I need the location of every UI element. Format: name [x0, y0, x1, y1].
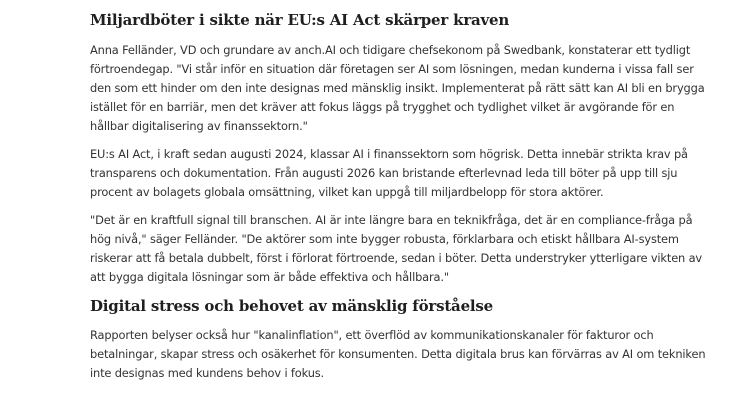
section-heading-digital-stress: Digital stress och behovet av mänsklig förståelse	[90, 297, 493, 315]
section-heading-fines: Miljardböter i sikte när EU:s AI Act skärper kraven	[90, 11, 510, 29]
article-body	[90, 0, 710, 392]
paragraph-trust-gap: Anna Felländer, VD och grundare av anch.AI och tidigare chefsekonom på Swedbank, konstaterar ett tydligt förtroendegap. "Vi står inför en situation där företagen ser AI som lösningen, medan kunderna i vissa fall ser den som ett hinder om den inte designas med mänsklig insikt. Implementerat på rätt sätt kan AI bli en brygga istället för en barriär, men det kräver att fokus läggs på trygghet och tydlighet vilket är avgörande för en hållbar digitalisering av finanssektorn."	[90, 43, 705, 133]
paragraph-compliance-quote: "Det är en kraftfull signal till branschen. AI är inte längre bara en teknikfråga, det är en compliance-fråga på hög nivå," säger Felländer. "De aktörer som inte bygger robusta, förklarbara och etiskt hållbara AI-system riskerar att få betala dubbelt, först i förlorat förtroende, sedan i böter. Detta understryker ytterligare vikten av att bygga digitala lösningar som är både effektiva och hållbara."	[90, 213, 703, 284]
paragraph-ai-act: EU:s AI Act, i kraft sedan augusti 2024, klassar AI i finanssektorn som högrisk. Detta innebär strikta krav på transparens och dokumentation. Från augusti 2026 kan bristande efterlevnad leda till böter på upp till sju procent av bolagets globala omsättning, vilket kan uppgå till miljardbelopp för stora aktörer.	[90, 147, 688, 199]
paragraph-channel-inflation: Rapporten belyser också hur "kanalinflation", ett överflöd av kommunikationskanaler för fakturor och betalningar, skapar stress och osäkerhet för konsumenten. Detta digitala brus kan förvärras av AI om tekniken inte designas med kundens behov i fokus.	[90, 328, 706, 380]
